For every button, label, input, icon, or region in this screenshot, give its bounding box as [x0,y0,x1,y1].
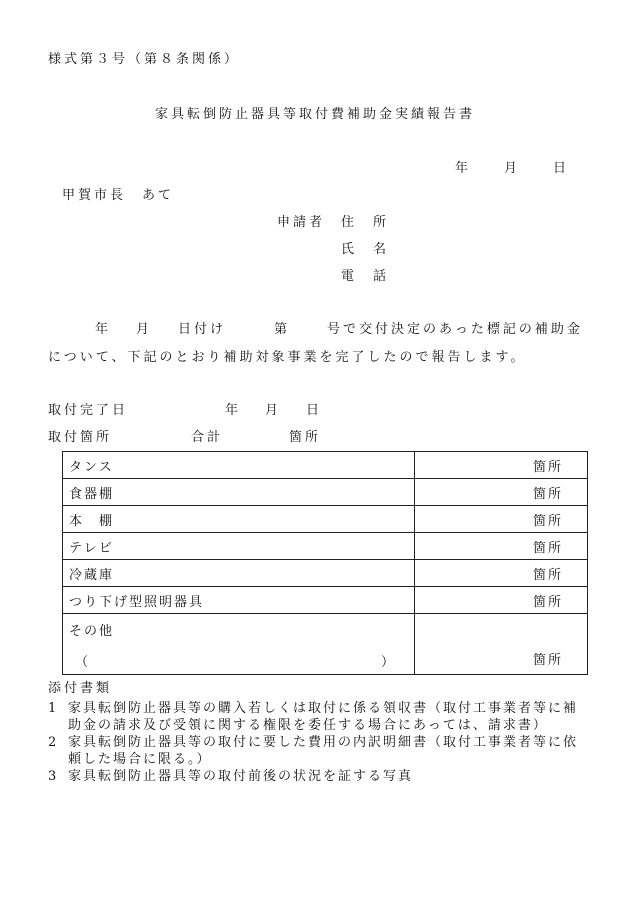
item-name: つり下げ型照明器具 [63,587,415,614]
other-paren-row [69,651,414,670]
item-name: 冷蔵庫 [63,560,415,587]
applicant-phone-label: 電 話 [341,269,390,284]
applicant-address-label: 住 所 [341,215,390,230]
body-number-prefix: 第 [274,322,288,337]
attachments-heading: 添付書類 [48,681,113,696]
item-name: 食器棚 [63,479,415,506]
items-table [62,451,588,675]
body-year: 年 [95,322,109,337]
item-unit: 箇所 [415,560,588,587]
completion-year: 年 [225,403,239,418]
completion-day: 日 [306,403,320,418]
table-row [63,533,588,560]
attachment-number: 1 [48,701,57,716]
table-row [63,506,588,533]
item-unit: 箇所 [415,587,588,614]
date-month-label: 月 [504,161,518,176]
addressee: 甲賀市長 あて [62,188,175,203]
attachment-text: 家具転倒防止器具等の取付に要した費用の内訳明細書（取付工事業者等に依頼した場合に限る。） [68,735,579,767]
item-name: テレビ [63,533,415,560]
item-name: 本 棚 [63,506,415,533]
item-unit: 箇所 [415,506,588,533]
completion-month: 月 [265,403,279,418]
attachments-list [48,700,588,785]
form-number: 様式第３号（第８条関係） [48,52,241,67]
item-unit: 箇所 [415,452,588,479]
table-row [63,560,588,587]
locations-total-label: 合計 [191,430,224,445]
table-row-other [63,614,588,675]
locations-unit: 箇所 [289,430,322,445]
attachment-text: 家具転倒防止器具等の取付前後の状況を証する写真 [68,769,414,784]
attachment-text: 家具転倒防止器具等の購入若しくは取付に係る領収書（取付工事業者等に補助金の請求及び受領に関する権限を委任する場合にあっては、請求書） [68,701,579,733]
body-line2: について、下記のとおり補助対象事業を完了したので報告します。 [48,350,527,365]
list-item [48,768,588,785]
item-unit: 箇所 [415,479,588,506]
attachment-number: 2 [48,735,57,750]
table-row [63,452,588,479]
list-item [48,700,588,734]
body-line1-rest: 号で交付決定のあった標記の補助金 [327,322,583,337]
page-title: 家具転倒防止器具等取付費補助金実績報告書 [155,107,476,122]
applicant-role-label: 申請者 [277,215,326,230]
list-item [48,734,588,768]
other-open-paren: （ [75,655,91,670]
applicant-name-label: 氏 名 [341,242,390,257]
table-row [63,479,588,506]
table-row [63,587,588,614]
body-day-suffix: 日付け [178,322,227,337]
other-cell [63,614,415,675]
body-month: 月 [136,322,150,337]
date-day-label: 日 [553,161,567,176]
other-name: その他 [69,624,115,639]
attachment-number: 3 [48,769,57,784]
locations-label: 取付箇所 [48,430,113,445]
date-year-label: 年 [455,161,469,176]
other-unit: 箇所 [415,614,588,675]
completion-label: 取付完了日 [48,403,129,418]
item-name: タンス [63,452,415,479]
item-unit: 箇所 [415,533,588,560]
other-close-paren: ） [380,655,396,670]
